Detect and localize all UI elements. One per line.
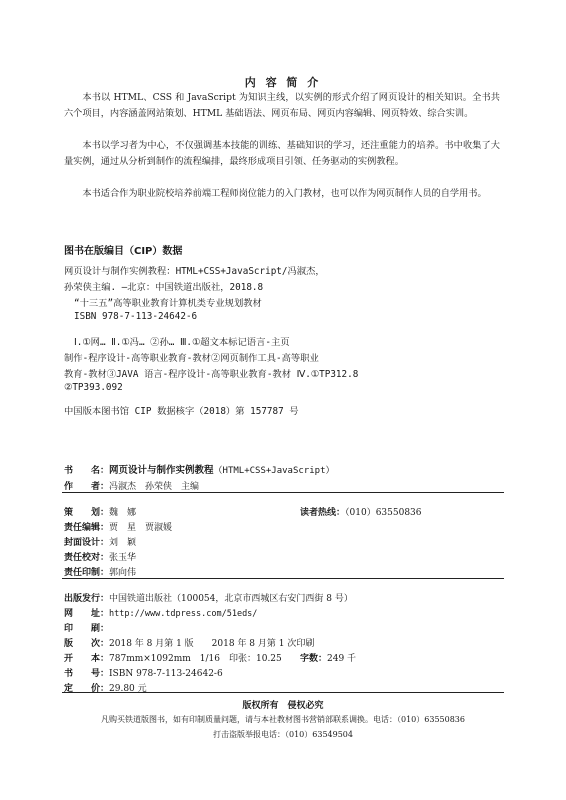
website-value: http://www.tdpress.com/51eds/ (109, 609, 258, 619)
edition-value: 2018 年 8 月第 1 版 2018 年 8 月第 1 次印刷 (109, 639, 315, 649)
replacement-notice: 凡购买铁道版图书，如有印制质量问题，请与本社教材图书营销部联系调换。电话：（010）63550836 (101, 715, 465, 724)
cip-line-6: 制作-程序设计-高等职业教育-教材②网页制作工具-高等职业 (64, 353, 319, 364)
cip-line-2: 孙荣侠主编. —北京：中国铁道出版社，2018.8 (64, 282, 264, 293)
cover-value: 刘 颖 (109, 538, 137, 548)
summary-paragraph-2: 本书以学习者为中心，不仅强调基本技能的训练、基础知识的学习，还注重能力的培养。书中收集了大量实例，通过从分析到制作的流程编排，最终形成项目引领、任务驱动的实例教程。 (64, 140, 500, 167)
editor-label: 责任编辑： (64, 523, 110, 533)
editor-value: 贾 星 贾淑媛 (109, 523, 173, 533)
cip-number: 中国版本图书馆 CIP 数据核字（2018）第 157787 号 (64, 406, 299, 417)
print-manager-value: 郭向伟 (109, 568, 137, 578)
book-title-label: 书 名： (64, 466, 110, 476)
summary-title: 内 容 简 介 (244, 76, 322, 89)
format-label: 开 本： (64, 654, 110, 664)
print-manager-row (64, 560, 136, 579)
planning-value: 魏 娜 (109, 508, 137, 518)
cip-heading: 图书在版编目（CIP）数据 (64, 246, 183, 257)
proof-value: 张玉华 (109, 553, 137, 563)
publisher-label: 出版发行： (64, 594, 110, 604)
rights-notice: 版权所有 侵权必究 (242, 701, 324, 711)
publisher-value: 中国铁道出版社（100054，北京市西城区右安门西街 8 号） (109, 594, 353, 604)
summary-paragraph-3: 本书适合作为职业院校培养前端工程师岗位能力的入门教材，也可以作为网页制作人员的自学用书。 (82, 188, 487, 199)
hotline-row (300, 500, 422, 519)
website-label: 网 址： (64, 609, 110, 619)
cip-line-5: Ⅰ.①网… Ⅱ.①冯… ②孙… Ⅲ.①超文本标记语言-主页 (74, 337, 290, 348)
cover-label: 封面设计： (64, 538, 110, 548)
book-title-subtitle: （HTML+CSS+JavaScript） (213, 466, 335, 476)
author-label: 作 者： (64, 482, 110, 492)
print-manager-label: 责任印制： (64, 568, 110, 578)
author-value: 冯淑杰 孙荣侠 主编 (109, 482, 200, 492)
words-row (300, 646, 356, 665)
divider-3 (62, 692, 504, 693)
cip-line-1: 网页设计与制作实例教程：HTML+CSS+JavaScript/冯淑杰， (64, 266, 325, 277)
planning-label: 策 划： (64, 508, 110, 518)
isbn-label: 书 号： (64, 669, 110, 679)
summary-paragraph-1: 本书以 HTML、CSS 和 JavaScript 为知识主线，以实例的形式介绍了网页设计的相关知识。全书共六个项目，内容涵盖网站策划、HTML 基础语法、网页布局、网页内容编辑、网页特效、综合实训。 (64, 92, 500, 119)
edition-label: 版 次： (64, 639, 110, 649)
piracy-hotline: 打击盗版举报电话：（010）63549504 (213, 730, 353, 739)
cip-line-8: ②TP393.092 (64, 382, 123, 393)
price-label: 定 价： (64, 684, 110, 694)
proof-label: 责任校对： (64, 553, 110, 563)
price-value: 29.80 元 (109, 684, 147, 694)
hotline-label: 读者热线： (300, 508, 346, 518)
format-value: 787mm×1092mm 1/16 印张：10.25 (109, 654, 282, 664)
book-title-value: 网页设计与制作实例教程 (109, 465, 214, 476)
book-author-row (64, 474, 199, 493)
cip-line-3: “十三五”高等职业教育计算机类专业规划教材 (74, 298, 262, 309)
cip-line-4: ISBN 978-7-113-24642-6 (74, 311, 198, 322)
hotline-value: （010）63550836 (345, 508, 422, 518)
printer-label: 印 刷： (64, 624, 110, 634)
words-value: 249 千 (327, 654, 357, 664)
divider-2 (62, 578, 504, 579)
divider-1 (62, 492, 504, 493)
isbn-value: ISBN 978-7-113-24642-6 (109, 669, 223, 679)
cip-line-7: 教育-教材③JAVA 语言-程序设计-高等职业教育-教材 Ⅳ.①TP312.8 (64, 369, 359, 380)
words-label: 字数： (300, 654, 328, 664)
